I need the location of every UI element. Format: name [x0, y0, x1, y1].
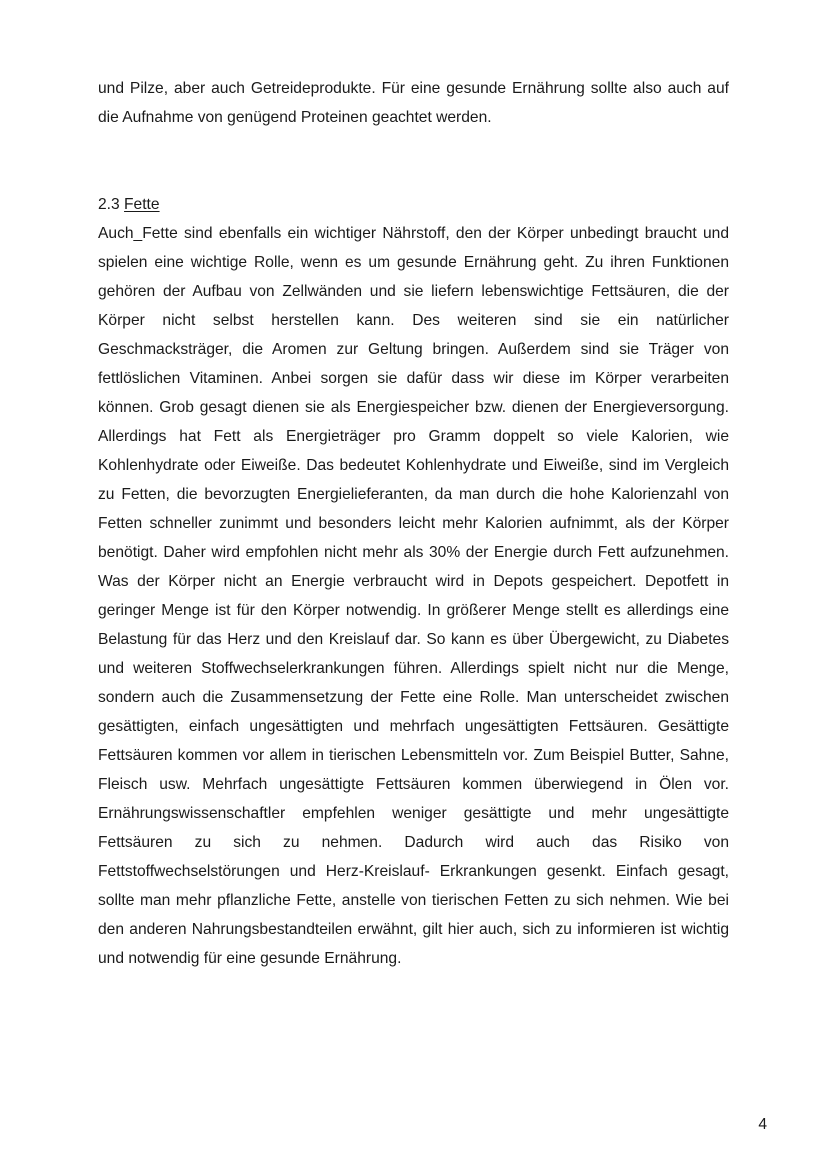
intro-paragraph: und Pilze, aber auch Getreideprodukte. Für eine gesunde Ernährung sollte also auch auf die Aufnahme von genügend Proteinen geachtet werden.	[98, 80, 729, 126]
section-heading	[98, 190, 729, 219]
section-title: Fette	[124, 196, 160, 213]
section-number: 2.3	[98, 196, 120, 213]
page-number: 4	[758, 1116, 767, 1133]
section-fette	[98, 190, 729, 973]
section-body-paragraph: Auch_Fette sind ebenfalls ein wichtiger Nährstoff, den der Körper unbedingt braucht und spielen eine wichtige Rolle, wenn es um gesunde Ernährung geht. Zu ihren Funktionen gehören der Aufbau von Zellwänden und sie liefern lebenswichtige Fettsäuren, die der Körper nicht selbst herstellen kann. Des weiteren sind sie ein natürlicher Geschmacksträger, die Aromen zur Geltung bringen. Außerdem sind sie Träger von fettlöslichen Vitaminen. Anbei sorgen sie dafür dass wir diese im Körper verarbeiten können. Grob gesagt dienen sie als Energiespeicher bzw. dienen der Energieversorgung. Allerdings hat Fett als Energieträger pro Gramm doppelt so viele Kalorien, wie Kohlenhydrate oder Eiweiße. Das bedeutet Kohlenhydrate und Eiweiße, sind im Vergleich zu Fetten, die bevorzugten Energielieferanten, da man durch die hohe Kalorienzahl von Fetten schneller zunimmt und besonders leicht mehr Kalorien aufnimmt, als der Körper benötigt. Daher wird empfohlen nicht mehr als 30% der Energie durch Fett aufzunehmen. Was der Körper nicht an Energie verbraucht wird in Depots gespeichert. Depotfett in geringer Menge ist für den Körper notwendig. In größerer Menge stellt es allerdings eine Belastung für das Herz und den Kreislauf dar. So kann es über Übergewicht, zu Diabetes und weiteren Stoffwechselerkrankungen führen. Allerdings spielt nicht nur die Menge, sondern auch die Zusammensetzung der Fette eine Rolle. Man unterscheidet zwischen gesättigten, einfach ungesättigten und mehrfach ungesättigten Fettsäuren. Gesättigte Fettsäuren kommen vor allem in tierischen Lebensmitteln vor. Zum Beispiel Butter, Sahne, Fleisch usw. Mehrfach ungesättigte Fettsäuren kommen überwiegend in Ölen vor. Ernährungswissenschaftler empfehlen weniger gesättigte und mehr ungesättigte Fettsäuren zu sich zu nehmen. Dadurch wird auch das Risiko von Fettstoffwechselstörungen und Herz-Kreislauf- Erkrankungen gesenkt. Einfach gesagt, sollte man mehr pflanzliche Fette, anstelle von tierischen Fetten zu sich nehmen. Wie bei den anderen Nahrungsbestandteilen erwähnt, gilt hier auch, sich zu informieren ist wichtig und notwendig für eine gesunde Ernährung.	[98, 225, 729, 967]
